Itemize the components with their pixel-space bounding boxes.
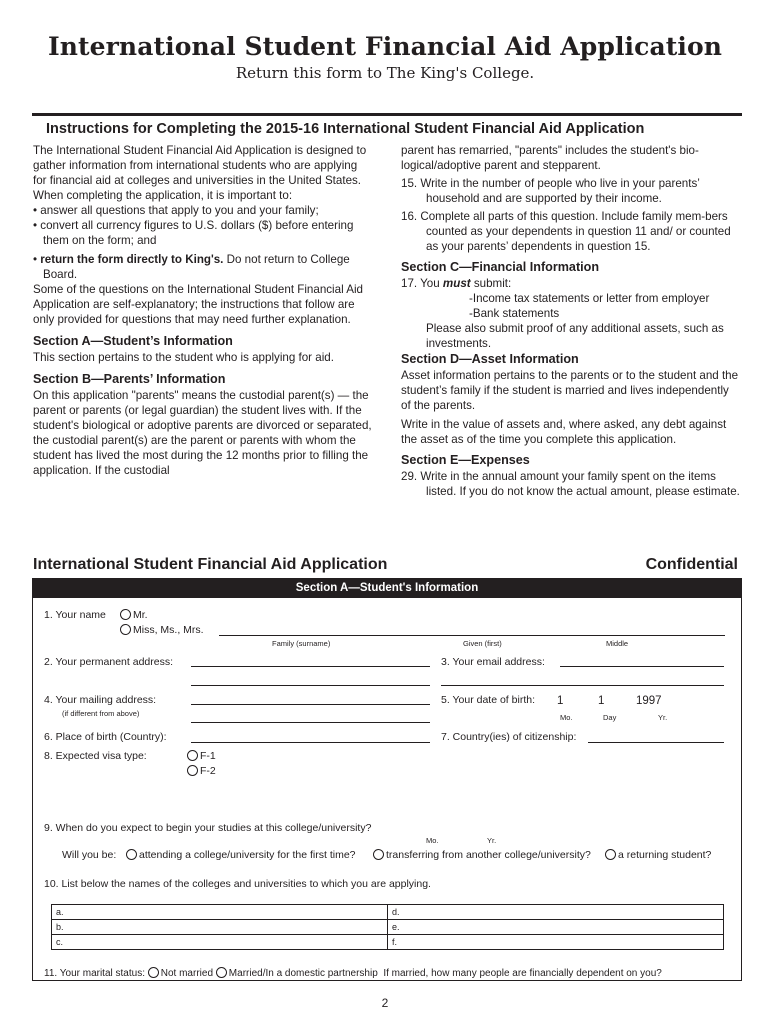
dob-day-caption: Day: [603, 713, 617, 722]
item-17: 17. You must submit:: [401, 277, 512, 290]
item-15: 15. Write in the number of people who live in your parents’ household and are supported by their income.: [401, 177, 700, 205]
radio-married[interactable]: [216, 967, 227, 978]
radio-first-time[interactable]: [126, 849, 137, 860]
q8-label: 8. Expected visa type:: [44, 750, 147, 762]
q2-label: 2. Your permanent address:: [44, 656, 174, 668]
table-row: [52, 920, 724, 935]
q11-dependents-question: If married, how many people are financially dependent on you?: [383, 968, 662, 979]
email-field[interactable]: [560, 666, 724, 667]
college-cell-c[interactable]: c.: [52, 935, 388, 950]
college-cell-a[interactable]: a.: [52, 905, 388, 920]
section-d-text-2: Write in the value of assets and, where asked, any debt against the asset as of the time you complete this application.: [401, 418, 727, 446]
instructions-bullet-3: • return the form directly to King's. Do not return to College Board.: [33, 253, 350, 281]
mailing-address-field-2[interactable]: [191, 722, 430, 723]
instructions-heading: Instructions for Completing the 2015-16 International Student Financial Aid Application: [46, 121, 645, 137]
colleges-table: [51, 904, 724, 950]
q1-label: 1. Your name: [44, 609, 106, 621]
title-mr-option[interactable]: Mr.: [120, 609, 148, 621]
dob-month-caption: Mo.: [560, 713, 573, 722]
returning-option[interactable]: a returning student?: [605, 849, 711, 861]
instructions-bullet-2: • convert all currency figures to U.S. dollars ($) before entering them on the form; and: [33, 219, 354, 247]
name-given-caption: Given (first): [463, 639, 502, 648]
section-d-title: Section D—Asset Information: [401, 352, 579, 366]
item-17-b: -Bank statements: [469, 307, 560, 320]
mailing-address-field-1[interactable]: [191, 704, 430, 705]
table-row: [52, 935, 724, 950]
not-married-option[interactable]: Not married: [148, 968, 213, 979]
dob-year-value[interactable]: 1997: [636, 695, 662, 707]
name-field[interactable]: [219, 635, 725, 636]
title-miss-option[interactable]: Miss, Ms., Mrs.: [120, 624, 204, 636]
instructions-intro: The International Student Financial Aid Application is designed to gather information from international students who are applying for financial aid at colleges and universities in the United States. When completing the application, it is important to:: [33, 144, 367, 202]
section-c-title: Section C—Financial Information: [401, 260, 600, 274]
married-option[interactable]: Married/In a domestic partnership: [216, 968, 378, 979]
q4-sub-caption: (if different from above): [62, 709, 140, 718]
radio-transfer[interactable]: [373, 849, 384, 860]
page-number: 2: [381, 996, 389, 1010]
radio-miss[interactable]: [120, 624, 131, 635]
section-a-text: This section pertains to the student who is applying for aid.: [33, 351, 334, 364]
college-cell-f[interactable]: f.: [388, 935, 724, 950]
q9-month-caption: Mo.: [426, 836, 439, 845]
dob-day-value[interactable]: 1: [598, 695, 605, 707]
table-row: [52, 905, 724, 920]
dob-year-caption: Yr.: [658, 713, 668, 722]
section-a-title: Section A—Student’s Information: [33, 334, 233, 348]
section-b-text: On this application "parents" means the custodial parent(s) — the parent or parents (or legal guardian) the student lives with. If the student's biological or adoptive parents are divorced or separated, the custodial parent(s) are the parent or parents with whom the student has lived the most during the 12 months prior to filling the application. If the custodial: [33, 389, 372, 477]
birth-country-field[interactable]: [191, 742, 430, 743]
email-field-2[interactable]: [441, 685, 724, 686]
q11-row: [44, 967, 662, 979]
instructions-bullet-1: • answer all questions that apply to you and your family;: [33, 204, 319, 217]
visa-f2-option[interactable]: F-2: [187, 765, 216, 777]
item-16: 16. Complete all parts of this question. Include family mem-bers counted as your dependents in question 11 and/ or counted as your parents’ dependents in question 15.: [401, 210, 731, 253]
citizenship-field[interactable]: [588, 742, 724, 743]
name-family-caption: Family (surname): [272, 639, 331, 648]
name-middle-caption: Middle: [606, 639, 629, 648]
college-cell-e[interactable]: e.: [388, 920, 724, 935]
first-time-option[interactable]: attending a college/university for the first time?: [126, 849, 356, 861]
document-title: International Student Financial Aid Application: [47, 32, 723, 61]
q4-label: 4. Your mailing address:: [44, 694, 157, 706]
item-17-a: -Income tax statements or letter from employer: [469, 292, 710, 305]
permanent-address-field-1[interactable]: [191, 666, 430, 667]
q11-label: 11. Your marital status:: [44, 968, 145, 979]
q9-year-caption: Yr.: [487, 836, 497, 845]
q6-label: 6. Place of birth (Country):: [44, 731, 167, 743]
section-d-text-1: Asset information pertains to the parents or to the student and the student’s family if the student is married and lives independently of the parents.: [401, 369, 739, 412]
section-e-title: Section E—Expenses: [401, 453, 530, 467]
instructions-left-column: [33, 143, 373, 478]
q10-label: 10. List below the names of the colleges and universities to which you are applying.: [44, 878, 431, 890]
q7-label: 7. Country(ies) of citizenship:: [441, 731, 577, 743]
college-cell-d[interactable]: d.: [388, 905, 724, 920]
q5-label: 5. Your date of birth:: [441, 694, 535, 706]
radio-not-married[interactable]: [148, 967, 159, 978]
permanent-address-field-2[interactable]: [191, 685, 430, 686]
college-cell-b[interactable]: b.: [52, 920, 388, 935]
instructions-right-column: [401, 143, 741, 499]
header-divider: [32, 113, 742, 116]
radio-returning[interactable]: [605, 849, 616, 860]
transfer-option[interactable]: transferring from another college/university?: [373, 849, 591, 861]
q3-label: 3. Your email address:: [441, 656, 545, 668]
confidential-label: Confidential: [645, 556, 738, 573]
radio-visa-f1[interactable]: [187, 750, 198, 761]
section-b-title: Section B—Parents’ Information: [33, 372, 226, 386]
form-heading: International Student Financial Aid Application: [33, 556, 388, 573]
q9-label: 9. When do you expect to begin your studies at this college/university?: [44, 822, 372, 834]
section-a-bar: Section A—Student's Information: [32, 578, 742, 598]
visa-f1-option[interactable]: F-1: [187, 750, 216, 762]
radio-visa-f2[interactable]: [187, 765, 198, 776]
document-subtitle: Return this form to The King's College.: [235, 64, 535, 82]
item-29: 29. Write in the annual amount your family spent on the items listed. If you do not know the actual amount, please estimate.: [401, 470, 740, 498]
item-17-c: Please also submit proof of any additional assets, such as investments.: [426, 322, 724, 350]
section-b-continued: parent has remarried, "parents" includes the student's bio-logical/adoptive parent and stepparent.: [401, 144, 699, 172]
dob-month-value[interactable]: 1: [557, 695, 564, 707]
instructions-self-explanatory: Some of the questions on the International Student Financial Aid Application are self-explanatory; the instructions that follow are only provided for questions that may need further explanation.: [33, 283, 363, 326]
will-you-label: Will you be:: [62, 849, 117, 861]
radio-mr[interactable]: [120, 609, 131, 620]
